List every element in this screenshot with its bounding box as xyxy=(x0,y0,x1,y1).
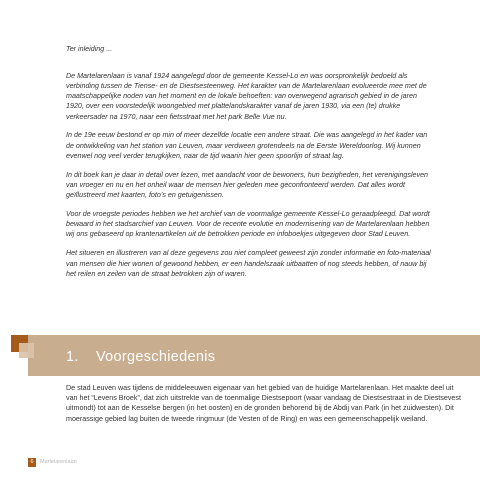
intro-paragraph-3: In dit boek kan je daar in detail over lezen, met aandacht voor de bewoners, hun bezigheden, het verenigingsleven van vroeger en nu en het onheil waar de mensen hier geleden mee geconfronteerd werden. Dat alles wordt geïllustreerd met kaarten, foto’s en getuigenissen. xyxy=(66,170,429,200)
section-body-text: De stad Leuven was tijdens de middeleeuwen eigenaar van het gebied van de huidige Martelarenlaan. Het maakte deel uit van het “Levens Broek”, dat zich uitstrekte van de toenmalige Diestsepoort (waar vandaag de Diestsestraat in de Diestsevest uitmondt) tot aan de Kesselse bergen (in het oosten) en de gronden behorend bij de Abdij van Park (in het zuidwesten). Dit moerassige gebied lag buiten de tweede ringmuur (de Vesten of de Ring) en was een gemeenschappelijk weiland. xyxy=(66,384,461,423)
section-heading xyxy=(66,349,215,365)
decorative-square-light xyxy=(19,343,34,358)
intro-heading: Ter inleiding ... xyxy=(66,45,113,53)
section-title: Voorgeschiedenis xyxy=(96,349,216,365)
intro-section xyxy=(66,44,436,288)
page-footer xyxy=(28,457,77,467)
intro-paragraph-4: Voor de vroegste periodes hebben we het archief van de voormalige gemeente Kessel-Lo geraadpleegd. Dat wordt bewaard in het stadsarchief van Leuven. Voor de recente evolutie en modernisering van de Martelarenlaan hebben wij ons gebaseerd op krantenartikelen uit de betrokken periode en infoboekjes uitgegeven door Stad Leuven. xyxy=(66,210,430,239)
footer-label: Martelarenlaan xyxy=(40,459,77,465)
page-number: 6 xyxy=(28,458,36,467)
intro-paragraph-5: Het situeren en illustreren van al deze gegevens zou niet compleet geweest zijn zonder informatie en foto-materiaal van mensen die hier wonen of gewoond hebben, er een handelszaak uitbaatten of nog steeds hebben, of nauw bij het reilen en zeilen van de straat betrokken zijn of waren. xyxy=(66,249,431,278)
intro-paragraph-2: In de 19e eeuw bestond er op min of meer dezelfde locatie een andere straat. Die was aangelegd in het kader van de ontwikkeling van het station van Leuven, maar verdween grotendeels na de Eerste Wereldoorlog. Wij kunnen evenwel nog veel verder terugkijken, naar de tijd waarin hier geen spoorlijn of straat lag. xyxy=(66,131,428,160)
section-number: 1. xyxy=(66,349,79,365)
intro-paragraph-1: De Martelarenlaan is vanaf 1924 aangelegd door de gemeente Kessel-Lo en was oorspronkelijk bedoeld als verbinding tussen de Tiense- en de Diestsesteenweg. Het karakter van de Martelarenlaan evolueerde mee met de maatschappelijke noden van het moment en de lokale behoeften: van overwegend agrarisch gebied in de jaren 1920, over een voorstedelijk woongebied met plattelandskarakter vanaf de jaren 1930, via een (te) drukke verkeersader na 1970, naar een fietsstraat met het park Belle Vue nu. xyxy=(66,71,427,121)
